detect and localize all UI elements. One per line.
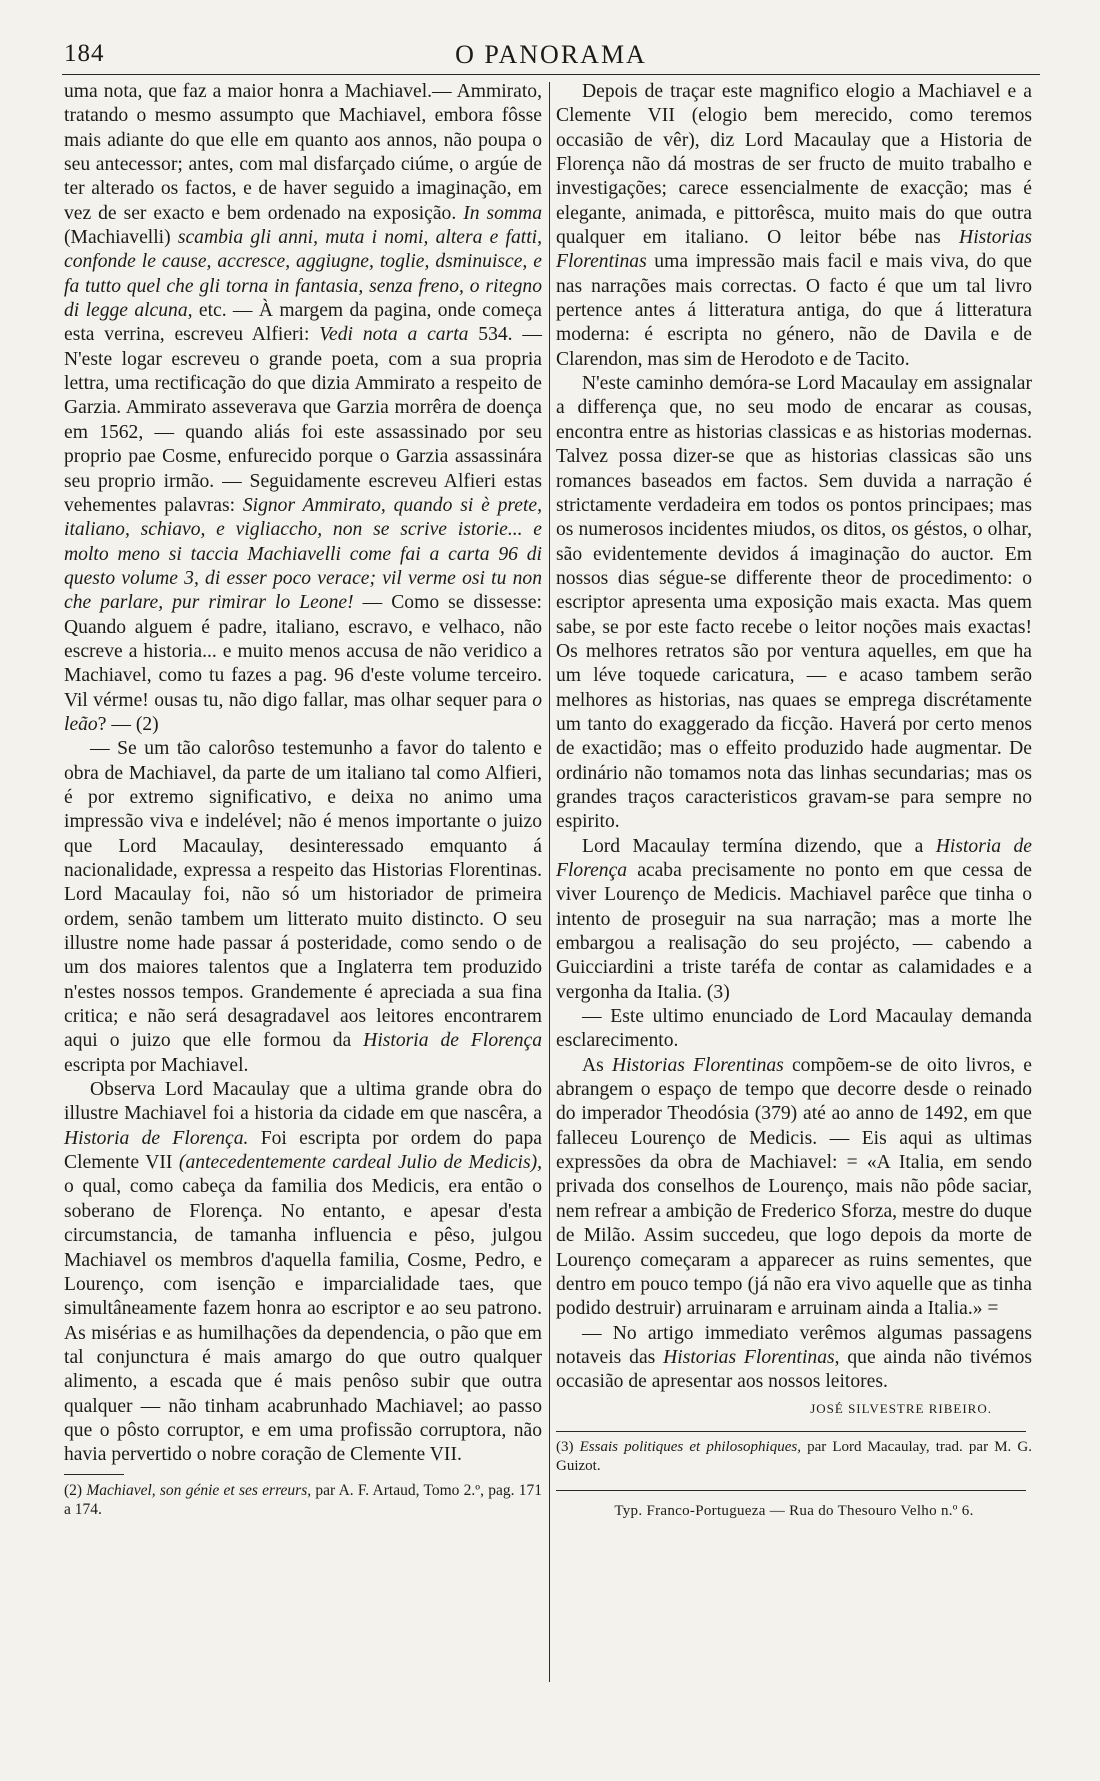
right-paragraph-1: Depois de traçar este magnifico elogio a Machiavel e a Clemente VII (elogio bem merecido, como teremos occasião de vêr), diz Lord Macaulay que a Historia de Florença não dá mostras de ser fructo de muito trabalho e investigações; carece essencialmente de exacção; mas é elegante, animada, e pittorêsca, muito mais do que outra qualquer em italiano. O leitor bébe nas Historias Florentinas uma impressão mais facil e mais viva, do que nas narrações mais correctas. O facto é que um tal livro pertence antes á litteratura antiga, do que á litteratura moderna: é escripta no género, não de Davila e de Clarendon, mas sim de Herodoto e de Tacito.	[556, 81, 1032, 370]
left-paragraph-2: — Se um tão calorôso testemunho a favor do talento e obra de Machiavel, da parte de um italiano tal como Alfieri, é por extremo significativo, e deixa no animo uma impressão viva e indelével; não é menos importante o juizo que Lord Macaulay, desinteressado emquanto á nacionalidade, expressa a respeito das Historias Florentinas. Lord Macaulay foi, não só um historiador de primeira ordem, senão tambem um litterato muito distincto. O seu illustre nome hade passar á posteridade, como sendo o de um dos maiores talentos que a Inglaterra tem produzido n'estes nossos tempos. Grandemente é apreciada a sua fina critica; e não será desagradavel aos leitores encontrarem aqui o juizo que elle formou da Historia de Florença escripta por Machiavel.	[64, 738, 542, 1076]
page-header	[62, 34, 1040, 75]
footnote-rule	[64, 1474, 124, 1475]
footnote-rule	[556, 1431, 1026, 1432]
footnote-2: (2) Machiavel, son génie et ses erreurs, par A. F. Artaud, Tomo 2.º, pag. 171 a 174.	[64, 1481, 543, 1518]
right-paragraph-6: — No artigo immediato verêmos algumas passagens notaveis das Historias Florentinas, que ainda não tivémos occasião de apresentar aos nossos leitores.	[556, 1322, 1032, 1393]
column-divider	[549, 82, 550, 1682]
left-paragraph-1: uma nota, que faz a maior honra a Machiavel.— Ammirato, tratando o mesmo assumpto que Machiavel, embora fôsse mais adiante do que elle em quanto aos annos, não poupa o seu antecessor; antes, com mal disfarçado ciúme, o argúe de ter alterado os factos, e de haver seguido a imaginação, em vez de ser exacto e bem ordenado na exposição. In somma (Machiavelli) scambia gli anni, muta i nomi, altera e fatti, confonde le cause, accresce, aggiugne, toglie, dsminuisce, e fa tutto quel che gli torna in fantasia, senza freno, o ritegno di legge alcuna, etc. — À margem da pagina, onde começa esta verrina, escreveu Alfieri: Vedi nota a carta 534. — N'este logar escreveu o grande poeta, com a sua propria lettra, uma rectificação do que dizia Ammirato a respeito de Garzia. Ammirato asseverava que Garzia morrêra de doença em 1562, — quando aliás foi este assassinado por seu proprio pae Cosme, enfurecido porque o Garzia assassinára seu proprio irmão. — Seguidamente escreveu Alfieri estas vehementes palavras: Signor Ammirato, quando si è prete, italiano, schiavo, e vigliaccho, non se scrive istorie... e molto meno si taccia Machiavelli come fai a carta 96 di questo volume 3, di esser poco verace; vil verme osi tu non che parlare, pur rimirar lo Leone! — Como se dissesse: Quando alguem é padre, italiano, escravo, e velhaco, não escreve a historia... e muito menos accusa de não veridico a Machiavel, como tu fazes a pag. 96 d'este volume terceiro. Vil vérme! ousas tu, não digo fallar, mas olhar sequer para o leão? — (2)	[64, 81, 542, 735]
right-paragraph-3: Lord Macaulay termína dizendo, que a Historia de Florença acaba precisamente no ponto em que cessa de viver Lourenço de Medicis. Machiavel parêce que tinha o intento de proseguir na sua narração; mas a morte lhe embargou a realisação do seu projécto, — cabendo a Guicciardini a triste taréfa de contar as calamidades e a vergonha da Italia. (3)	[556, 835, 1032, 1003]
printer-imprint: Typ. Franco-Portugueza — Rua do Thesouro Velho n.º 6.	[614, 1502, 974, 1519]
journal-title: O PANORAMA	[455, 40, 647, 69]
printer-rule	[556, 1490, 1026, 1491]
left-paragraph-3: Observa Lord Macaulay que a ultima grande obra do illustre Machiavel foi a historia da cidade em que nascêra, a Historia de Florença. Foi escripta por ordem do papa Clemente VII (antecedentemente cardeal Julio de Medicis), o qual, como cabeça da familia dos Medicis, era então o soberano de Florença. No entanto, e apesar d'esta circumstancia, de tamanha influencia e pêso, julgou Machiavel os membros d'aquella familia, Cosme, Pedro, e Lourenço, com isenção e imparcialidade taes, que simultâneamente fazem honra ao escriptor e ao seu patrono. As misérias e as humilhações da dependencia, o pão que em tal conjunctura é mais amargo do que outro qualquer alimento, a escada que é mais penôso subir que outra qualquer — não tinham acabrunhado Machiavel; ao passo que o pôsto corruptor, e em uma profissão corruptora, não havia pervertido o nobre coração de Clemente VII.	[64, 1079, 542, 1466]
footnote-3: (3) Essais politiques et philosophiques, par Lord Macaulay, trad. par M. G. Guizot.	[556, 1438, 1032, 1474]
left-column	[64, 80, 542, 1519]
right-paragraph-4: — Este ultimo enunciado de Lord Macaulay demanda esclarecimento.	[556, 1006, 1032, 1052]
right-paragraph-5: As Historias Florentinas compõem-se de oito livros, e abrangem o espaço de tempo que decorre desde o reinado do imperador Theodósia (379) até ao anno de 1492, em que falleceu Lourenço de Medicis. — Eis aqui as ultimas expressões da obra de Machiavel: = «A Italia, em sendo privada dos conselhos de Lourenço, mais não pôde saciar, nem refrear a ambição de Frederico Sforza, mestre do duque de Milão. Assim succedeu, que logo depois da morte de Lourenço começaram a apparecer as ruins sementes, que dentro em pouco tempo (já não era vivo aquelle que as tinha podido destruir) arruinaram e arruinam ainda a Italia.» =	[556, 1054, 1032, 1320]
right-paragraph-2: N'este caminho demóra-se Lord Macaulay em assignalar a differença que, no seu modo de encarar as cousas, encontra entre as historias classicas e as historias modernas. Talvez possa dizer-se que as historias classicas são uns romances baseados em factos. Sem duvida a narração é strictamente verdadeira em todos os pontos principaes; mas os numerosos incidentes miudos, os ditos, os géstos, o olhar, são evidentemente devidos á imaginação do auctor. Em nossos dias ségue-se differente theor de procedimento: o escriptor apresenta uma exposição mais exacta. Mas quem sabe, se por este facto recebe o leitor noções mais exactas! Os melhores retratos são por ventura aquelles, em que ha um léve toquede caricatura, — e acaso tambem serão melhores as historias, nas quaes se emprega discrétamente um tanto do exaggerado da ficção. Haverá por certo menos de exactidão; mas o effeito produzido hade augmentar. De ordinário não tomamos nota das linhas secundarias; mas os grandes traços caracteristicos gravam-se para sempre no espirito.	[556, 373, 1032, 833]
page-number: 184	[64, 40, 105, 67]
right-column	[556, 80, 1032, 1523]
author-signature: JOSÉ SILVESTRE RIBEIRO.	[810, 1400, 992, 1416]
